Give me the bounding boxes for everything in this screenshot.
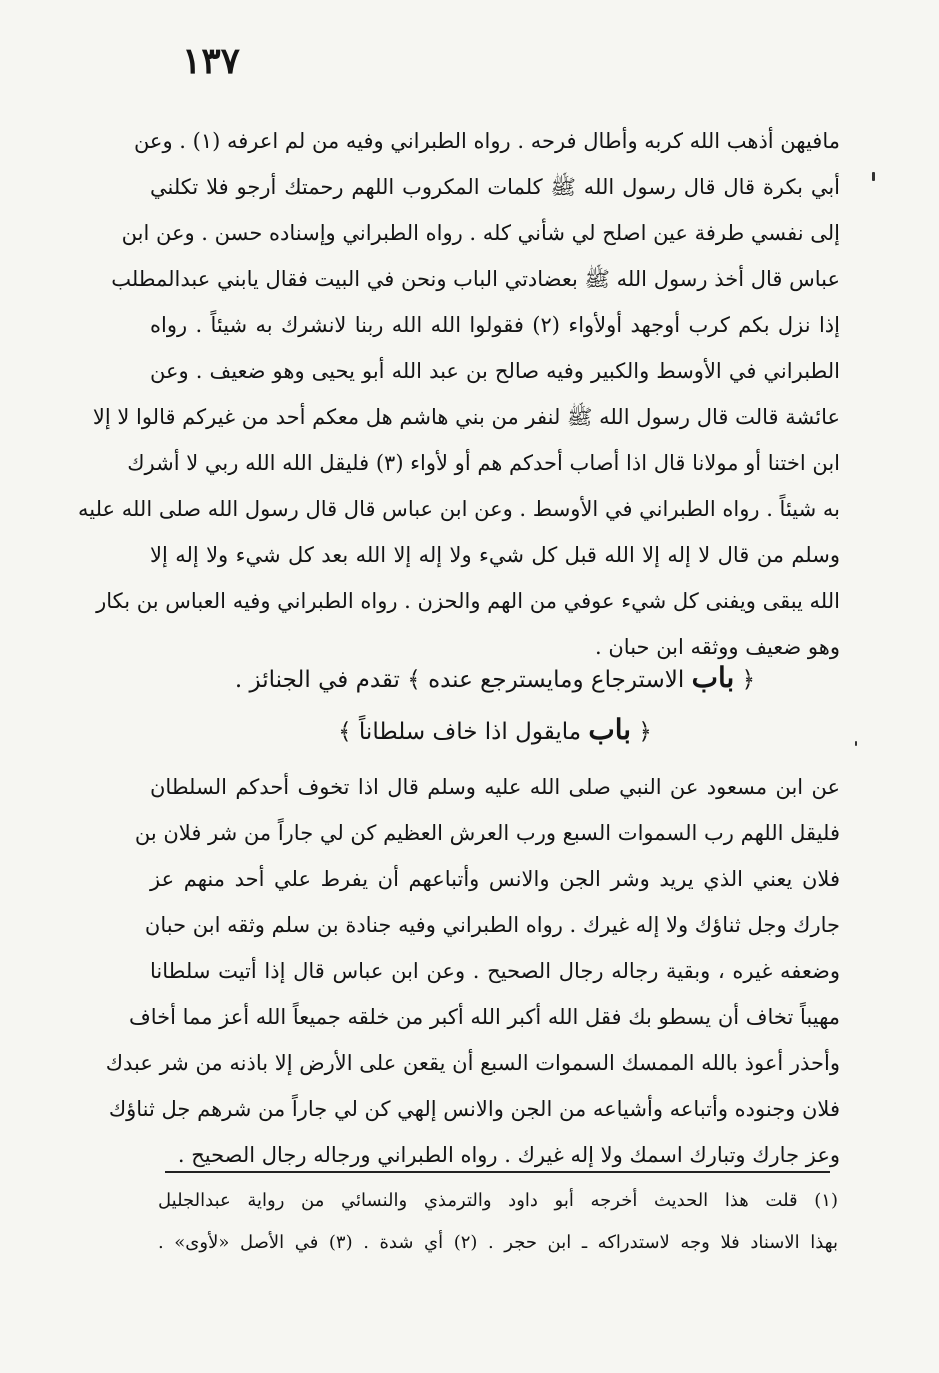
ornament-close: ﴾ xyxy=(338,719,352,745)
footnote-divider xyxy=(165,1171,830,1173)
text-line: وعز جارك وتبارك اسمك ولا إله غيرك . رواه الطبراني ورجاله رجال الصحيح . xyxy=(177,1143,840,1167)
footnote-line: بهذا الاسناد فلا وجه لاستدراكه ـ ابن حجر . (٢) أي شدة . (٣) في الأصل «لأوى» . xyxy=(158,1232,838,1253)
text-line: ابن اختنا أو مولانا قال اذا أصاب أحدكم هم أو لأواء (٣) فليقل الله الله ربي لا أشرك xyxy=(127,451,840,475)
text-line: به شيئاً . رواه الطبراني في الأوسط . وعن ابن عباس قال قال رسول الله صلى الله عليه xyxy=(77,497,840,521)
text-line: فلان يعني الذي يريد وشر الجن والانس وأتباعهم أن يفرط علي أحد منهم عز xyxy=(150,867,840,891)
text-line: وهو ضعيف ووثقه ابن حبان . xyxy=(595,635,840,659)
chapter-note: تقدم في الجنائز . xyxy=(234,667,400,693)
paragraph-hadith-2 xyxy=(105,764,840,1178)
footnote-line: (١) قلت هذا الحديث أخرجه أبو داود والترمذي والنسائي من رواية عبدالجليل xyxy=(158,1190,838,1211)
margin-mark xyxy=(872,172,875,181)
text-line: إذا نزل بكم كرب أوجهد أولأواء (٢) فقولوا الله الله ربنا لانشرك به شيئاً . رواه xyxy=(150,313,840,337)
footnotes xyxy=(158,1180,838,1264)
paragraph-hadith-1 xyxy=(77,118,840,670)
text-line: مهيباً تخاف أن يسطو بك فقل الله أكبر الله أكبر من خلقه جميعاً الله أعز مما أخاف xyxy=(129,1005,840,1029)
text-line: وسلم من قال لا إله إلا الله قبل كل شيء ولا إله إلا الله بعد كل شيء ولا إله إلا xyxy=(150,543,840,567)
chapter-word: باب xyxy=(691,661,735,694)
text-line: عباس قال أخذ رسول الله ﷺ بعضادتي الباب ونحن في البيت فقال يابني عبدالمطلب xyxy=(111,267,840,291)
page-number: ١٣٧ xyxy=(182,40,241,82)
text-line: إلى نفسي طرفة عين اصلح لي شأني كله . رواه الطبراني وإسناده حسن . وعن ابن xyxy=(121,221,840,245)
text-line: جارك وجل ثناؤك ولا إله غيرك . رواه الطبراني وفيه جنادة بن سلم وثقه ابن حبان xyxy=(144,913,840,937)
text-line: الطبراني في الأوسط والكبير وفيه صالح بن عبد الله أبو يحيى وهو ضعيف . وعن xyxy=(150,359,840,383)
text-line: عن ابن مسعود عن النبي صلى الله عليه وسلم قال اذا تخوف أحدكم السلطان xyxy=(150,775,840,799)
text-line: فلان وجنوده وأتباعه وأشياعه من الجن والانس إلهي كن لي جاراً من شرهم جل ثناؤك xyxy=(108,1097,840,1121)
text-line: وأحذر أعوذ بالله الممسك السموات السبع أن يقعن على الأرض إلا باذنه من شر عبدك xyxy=(105,1051,840,1075)
chapter-heading-istirja xyxy=(150,661,840,694)
text-line: وضعفه غيره ، وبقية رجاله رجال الصحيح . وعن ابن عباس قال إذا أتيت سلطانا xyxy=(150,959,840,983)
margin-mark xyxy=(855,741,857,746)
chapter-word: باب xyxy=(588,713,632,746)
text-line: فليقل اللهم رب السموات السبع ورب العرش العظيم كن لي جاراً من شر فلان بن xyxy=(134,821,840,845)
text-line: أبي بكرة قال قال رسول الله ﷺ كلمات المكروب اللهم رحمتك أرجو فلا تكلني xyxy=(150,175,840,199)
ornament-open: ﴿ xyxy=(638,719,652,745)
text-line: الله يبقى ويفنى كل شيء عوفي من الهم والحزن . رواه الطبراني وفيه العباس بن بكار xyxy=(96,589,840,613)
text-line: عائشة قالت قال رسول الله ﷺ لنفر من بني هاشم هل معكم أحد من غيركم قالوا لا إلا xyxy=(92,405,840,429)
chapter-heading-sultan xyxy=(150,713,840,746)
ornament-open: ﴿ xyxy=(741,667,756,693)
chapter-title: مايقول اذا خاف سلطاناً xyxy=(358,719,582,745)
chapter-title: الاسترجاع ومايسترجع عنده xyxy=(428,667,685,693)
text-line: مافيهن أذهب الله كربه وأطال فرحه . رواه الطبراني وفيه من لم اعرفه (١) . وعن xyxy=(133,129,840,153)
ornament-close: ﴾ xyxy=(407,667,421,693)
